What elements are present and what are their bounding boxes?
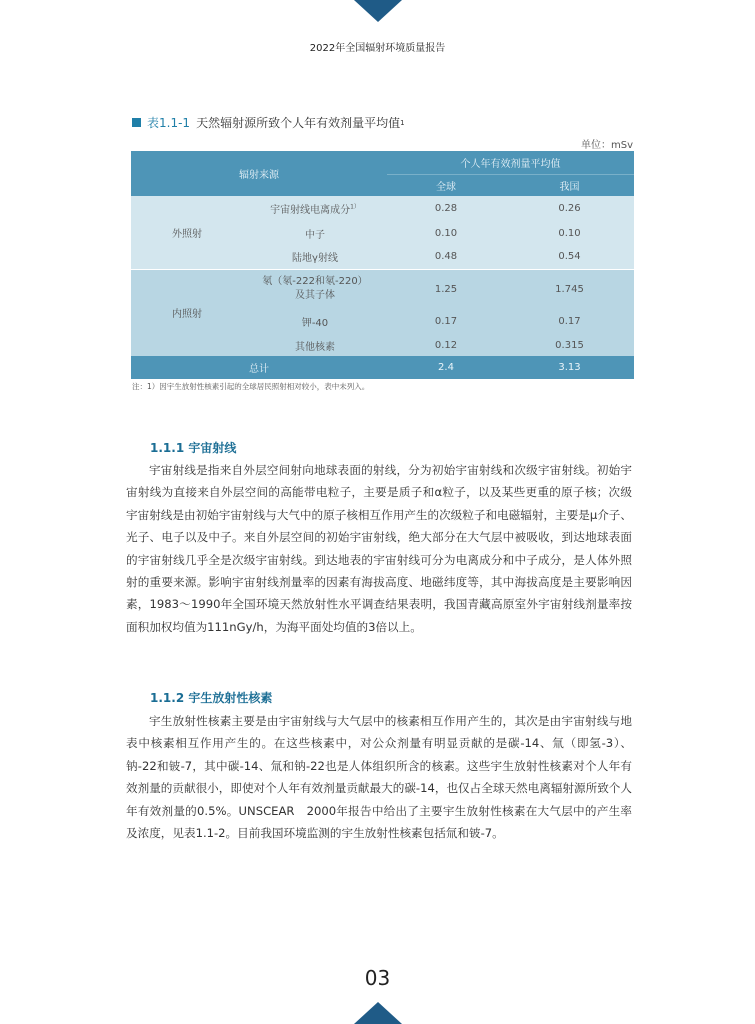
- row-global-value: 0.12: [434, 339, 458, 351]
- section-heading-cosmic-rays: 1.1.1 宇宙射线: [150, 441, 237, 455]
- header-china: 我国: [559, 181, 580, 193]
- row-name: 其他核素: [295, 341, 335, 353]
- total-global-value: 2.4: [438, 362, 454, 373]
- group-label-external: 外照射: [172, 228, 202, 240]
- section-paragraph-cosmic-rays: 宇宙射线是指来自外层空间射向地球表面的射线，分为初始宇宙射线和次级宇宙射线。初始宇宙射线为直接来自外层空间的高能带电粒子，主要是质子和α粒子，以及某些更重的原子核；次级宇宙射线是由初始宇宙射线与大气中的原子核相互作用产生的次级粒子和电磁辐射，主要是μ介子、光子、电子以及中子。来自外层空间的初始宇宙射线，绝大部分在大气层中被吸收，到达地球表面的宇宙射线几乎全是次级宇宙射线。到达地表的宇宙射线可分为电离成分和中子成分，是人体外照射的重要来源。影响宇宙射线剂量率的因素有海拔高度、地磁纬度等，其中海拔高度是主要影响因素，1983～1990年全国环境天然放射性水平调查结果表明，我国青藏高原室外宇宙射线剂量率按面积加权均值为111nGy/h，为海平面处均值的3倍以上。: [126, 463, 632, 634]
- caption-square-icon: [132, 118, 141, 127]
- row-global-value: 1.25: [387, 269, 505, 309]
- row-china-value: 0.17: [558, 316, 581, 327]
- row-global-value: 0.10: [434, 227, 458, 239]
- header-source: 辐射来源: [239, 170, 279, 181]
- row-name: 中子: [305, 229, 325, 241]
- page-number: 03: [364, 966, 391, 990]
- group-label-internal: 内照射: [131, 269, 243, 356]
- row-name: 氡（氡-222和氡-220） 及其子体: [243, 269, 387, 309]
- bottom-triangle-decoration: [354, 1002, 402, 1024]
- row-china-value: 0.54: [558, 251, 581, 263]
- total-label: 总计: [249, 364, 269, 375]
- row-china-value: 0.10: [558, 227, 581, 239]
- row-name: 钾-40: [301, 318, 329, 329]
- table-row: [131, 196, 634, 221]
- section-paragraph-cosmogenic-nuclides: 宇生放射性核素主要是由宇宙射线与大气层中的核素相互作用产生的，其次是由宇宙射线与地表中核素相互作用产生的。在这些核素中，对公众剂量有明显贡献的是碳-14、氚（即氢-3）、钠-22和铍-7，其中碳-14、氚和钠-22也是人体组织所含的核素。这些宇生放射性核素对个人年有效剂量的贡献很小，即使对个人年有效剂量贡献最大的碳-14，也仅占全球天然电离辐射源所致个人年有效剂量的0.5%。UNSCEAR 2000年报告中给出了主要宇生放射性核素在大气层中的产生率及浓度，见表1.1-2。目前我国环境监测的宇生放射性核素包括氚和铍-7。: [126, 714, 632, 841]
- row-global-value: 0.28: [434, 203, 458, 214]
- table-number: 表1.1-1: [147, 116, 191, 130]
- row-name: 陆地γ射线: [292, 253, 338, 265]
- row-footnote-mark: 1）: [350, 203, 360, 211]
- table-row: [131, 269, 634, 309]
- dose-table: [131, 151, 634, 379]
- section-heading-cosmogenic-nuclides: 1.1.2 宇生放射性核素: [150, 691, 273, 705]
- row-global-value: 0.48: [434, 251, 458, 263]
- row-china-value: 0.26: [558, 203, 581, 214]
- table-caption: [132, 114, 405, 131]
- table-title: 天然辐射源所致个人年有效剂量平均值: [196, 116, 401, 130]
- row-china-value: 1.745: [505, 269, 634, 309]
- top-triangle-decoration: [354, 0, 402, 22]
- row-global-value: 0.17: [434, 316, 458, 327]
- row-name: 宇宙射线电离成分$^{1)}$: [270, 203, 360, 216]
- total-china-value: 3.13: [558, 362, 581, 373]
- table-title-footnote-mark: 1: [400, 118, 405, 127]
- header-global: 全球: [436, 181, 456, 193]
- header-average: 个人年有效剂量平均值: [460, 158, 561, 170]
- total-row: [131, 356, 634, 379]
- table-unit: 单位：mSv: [580, 140, 633, 151]
- running-header: 2022年全国辐射环境质量报告: [309, 43, 446, 54]
- row-china-value: 0.315: [555, 339, 584, 351]
- table-note: 注：1）因宇生放射性核素引起的全球居民照射相对较小，表中未列入。: [132, 382, 370, 391]
